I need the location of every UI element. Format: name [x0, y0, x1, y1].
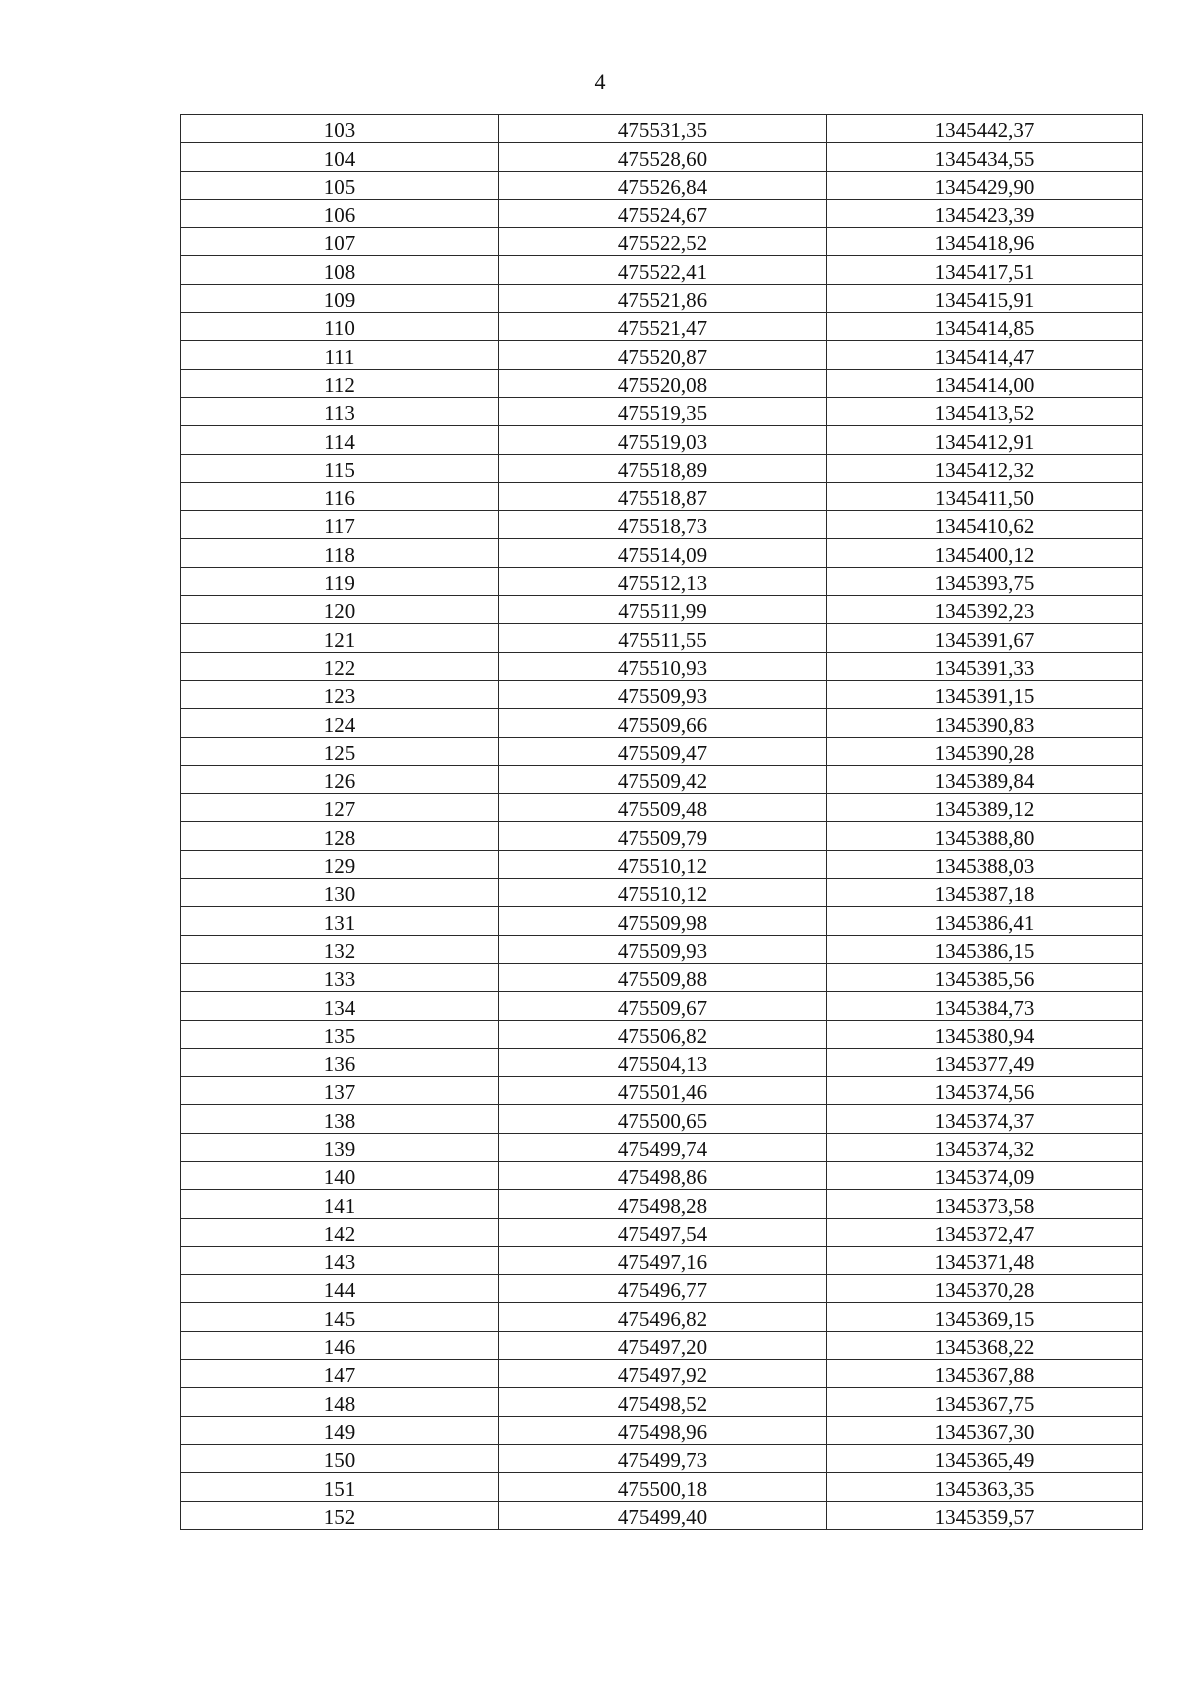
table-row: [181, 907, 1143, 935]
table-row: [181, 426, 1143, 454]
point-number-cell: 123: [181, 680, 499, 708]
point-number-cell: 152: [181, 1501, 499, 1529]
y-coordinate-cell: 1345374,56: [827, 1077, 1143, 1105]
x-coordinate-cell: 475528,60: [499, 143, 827, 171]
point-number-cell: 132: [181, 935, 499, 963]
table-row: [181, 1246, 1143, 1274]
y-coordinate-cell: 1345369,15: [827, 1303, 1143, 1331]
coordinates-table: [180, 114, 1143, 1530]
x-coordinate-cell: 475526,84: [499, 171, 827, 199]
x-coordinate-cell: 475519,03: [499, 426, 827, 454]
y-coordinate-cell: 1345374,32: [827, 1133, 1143, 1161]
x-coordinate-cell: 475504,13: [499, 1048, 827, 1076]
table-row: [181, 1501, 1143, 1529]
table-row: [181, 992, 1143, 1020]
point-number-cell: 135: [181, 1020, 499, 1048]
y-coordinate-cell: 1345400,12: [827, 539, 1143, 567]
point-number-cell: 115: [181, 454, 499, 482]
table-row: [181, 1048, 1143, 1076]
x-coordinate-cell: 475509,66: [499, 709, 827, 737]
point-number-cell: 151: [181, 1473, 499, 1501]
point-number-cell: 122: [181, 652, 499, 680]
table-row: [181, 850, 1143, 878]
table-row: [181, 1077, 1143, 1105]
x-coordinate-cell: 475521,86: [499, 284, 827, 312]
x-coordinate-cell: 475514,09: [499, 539, 827, 567]
y-coordinate-cell: 1345367,30: [827, 1416, 1143, 1444]
y-coordinate-cell: 1345368,22: [827, 1331, 1143, 1359]
x-coordinate-cell: 475509,67: [499, 992, 827, 1020]
point-number-cell: 146: [181, 1331, 499, 1359]
y-coordinate-cell: 1345434,55: [827, 143, 1143, 171]
x-coordinate-cell: 475496,82: [499, 1303, 827, 1331]
table-row: [181, 341, 1143, 369]
x-coordinate-cell: 475497,20: [499, 1331, 827, 1359]
y-coordinate-cell: 1345387,18: [827, 879, 1143, 907]
point-number-cell: 138: [181, 1105, 499, 1133]
x-coordinate-cell: 475509,79: [499, 822, 827, 850]
table-row: [181, 397, 1143, 425]
point-number-cell: 148: [181, 1388, 499, 1416]
y-coordinate-cell: 1345415,91: [827, 284, 1143, 312]
x-coordinate-cell: 475524,67: [499, 199, 827, 227]
table-row: [181, 1161, 1143, 1189]
y-coordinate-cell: 1345389,84: [827, 765, 1143, 793]
table-row: [181, 1444, 1143, 1472]
point-number-cell: 118: [181, 539, 499, 567]
table-row: [181, 624, 1143, 652]
x-coordinate-cell: 475521,47: [499, 313, 827, 341]
table-row: [181, 1303, 1143, 1331]
y-coordinate-cell: 1345365,49: [827, 1444, 1143, 1472]
table-row: [181, 115, 1143, 143]
point-number-cell: 128: [181, 822, 499, 850]
point-number-cell: 140: [181, 1161, 499, 1189]
table-row: [181, 963, 1143, 991]
y-coordinate-cell: 1345386,15: [827, 935, 1143, 963]
point-number-cell: 142: [181, 1218, 499, 1246]
x-coordinate-cell: 475497,16: [499, 1246, 827, 1274]
y-coordinate-cell: 1345386,41: [827, 907, 1143, 935]
y-coordinate-cell: 1345389,12: [827, 794, 1143, 822]
table-row: [181, 652, 1143, 680]
point-number-cell: 149: [181, 1416, 499, 1444]
x-coordinate-cell: 475520,87: [499, 341, 827, 369]
point-number-cell: 139: [181, 1133, 499, 1161]
table-row: [181, 1360, 1143, 1388]
table-row: [181, 228, 1143, 256]
x-coordinate-cell: 475522,52: [499, 228, 827, 256]
y-coordinate-cell: 1345418,96: [827, 228, 1143, 256]
y-coordinate-cell: 1345371,48: [827, 1246, 1143, 1274]
table-row: [181, 1218, 1143, 1246]
table-row: [181, 1020, 1143, 1048]
x-coordinate-cell: 475509,42: [499, 765, 827, 793]
table-row: [181, 454, 1143, 482]
y-coordinate-cell: 1345377,49: [827, 1048, 1143, 1076]
point-number-cell: 126: [181, 765, 499, 793]
x-coordinate-cell: 475510,12: [499, 850, 827, 878]
x-coordinate-cell: 475499,74: [499, 1133, 827, 1161]
x-coordinate-cell: 475519,35: [499, 397, 827, 425]
point-number-cell: 103: [181, 115, 499, 143]
x-coordinate-cell: 475511,55: [499, 624, 827, 652]
x-coordinate-cell: 475510,93: [499, 652, 827, 680]
x-coordinate-cell: 475501,46: [499, 1077, 827, 1105]
table-row: [181, 1133, 1143, 1161]
point-number-cell: 144: [181, 1275, 499, 1303]
y-coordinate-cell: 1345442,37: [827, 115, 1143, 143]
y-coordinate-cell: 1345429,90: [827, 171, 1143, 199]
point-number-cell: 121: [181, 624, 499, 652]
y-coordinate-cell: 1345374,09: [827, 1161, 1143, 1189]
point-number-cell: 129: [181, 850, 499, 878]
y-coordinate-cell: 1345414,47: [827, 341, 1143, 369]
table-row: [181, 879, 1143, 907]
table-row: [181, 709, 1143, 737]
y-coordinate-cell: 1345412,32: [827, 454, 1143, 482]
y-coordinate-cell: 1345391,67: [827, 624, 1143, 652]
y-coordinate-cell: 1345412,91: [827, 426, 1143, 454]
y-coordinate-cell: 1345380,94: [827, 1020, 1143, 1048]
point-number-cell: 137: [181, 1077, 499, 1105]
x-coordinate-cell: 475498,28: [499, 1190, 827, 1218]
table-row: [181, 1275, 1143, 1303]
table-row: [181, 1388, 1143, 1416]
table-row: [181, 539, 1143, 567]
y-coordinate-cell: 1345413,52: [827, 397, 1143, 425]
point-number-cell: 107: [181, 228, 499, 256]
y-coordinate-cell: 1345411,50: [827, 482, 1143, 510]
y-coordinate-cell: 1345372,47: [827, 1218, 1143, 1246]
point-number-cell: 117: [181, 511, 499, 539]
x-coordinate-cell: 475497,92: [499, 1360, 827, 1388]
table-row: [181, 284, 1143, 312]
table-row: [181, 765, 1143, 793]
x-coordinate-cell: 475509,98: [499, 907, 827, 935]
x-coordinate-cell: 475498,96: [499, 1416, 827, 1444]
x-coordinate-cell: 475510,12: [499, 879, 827, 907]
point-number-cell: 120: [181, 596, 499, 624]
point-number-cell: 105: [181, 171, 499, 199]
x-coordinate-cell: 475497,54: [499, 1218, 827, 1246]
y-coordinate-cell: 1345388,03: [827, 850, 1143, 878]
y-coordinate-cell: 1345385,56: [827, 963, 1143, 991]
x-coordinate-cell: 475498,52: [499, 1388, 827, 1416]
x-coordinate-cell: 475509,88: [499, 963, 827, 991]
x-coordinate-cell: 475499,73: [499, 1444, 827, 1472]
y-coordinate-cell: 1345391,15: [827, 680, 1143, 708]
x-coordinate-cell: 475509,47: [499, 737, 827, 765]
y-coordinate-cell: 1345414,00: [827, 369, 1143, 397]
y-coordinate-cell: 1345392,23: [827, 596, 1143, 624]
table-row: [181, 1190, 1143, 1218]
x-coordinate-cell: 475500,65: [499, 1105, 827, 1133]
y-coordinate-cell: 1345388,80: [827, 822, 1143, 850]
point-number-cell: 131: [181, 907, 499, 935]
table-row: [181, 737, 1143, 765]
y-coordinate-cell: 1345391,33: [827, 652, 1143, 680]
point-number-cell: 141: [181, 1190, 499, 1218]
table-row: [181, 369, 1143, 397]
y-coordinate-cell: 1345359,57: [827, 1501, 1143, 1529]
point-number-cell: 147: [181, 1360, 499, 1388]
page-number: 4: [594, 69, 606, 94]
x-coordinate-cell: 475511,99: [499, 596, 827, 624]
x-coordinate-cell: 475531,35: [499, 115, 827, 143]
y-coordinate-cell: 1345374,37: [827, 1105, 1143, 1133]
table-row: [181, 511, 1143, 539]
point-number-cell: 125: [181, 737, 499, 765]
y-coordinate-cell: 1345390,83: [827, 709, 1143, 737]
point-number-cell: 143: [181, 1246, 499, 1274]
y-coordinate-cell: 1345393,75: [827, 567, 1143, 595]
x-coordinate-cell: 475518,87: [499, 482, 827, 510]
table-row: [181, 680, 1143, 708]
table-row: [181, 1331, 1143, 1359]
x-coordinate-cell: 475506,82: [499, 1020, 827, 1048]
y-coordinate-cell: 1345367,88: [827, 1360, 1143, 1388]
x-coordinate-cell: 475509,48: [499, 794, 827, 822]
point-number-cell: 110: [181, 313, 499, 341]
point-number-cell: 127: [181, 794, 499, 822]
point-number-cell: 106: [181, 199, 499, 227]
table-row: [181, 794, 1143, 822]
table-row: [181, 822, 1143, 850]
x-coordinate-cell: 475518,89: [499, 454, 827, 482]
point-number-cell: 114: [181, 426, 499, 454]
x-coordinate-cell: 475520,08: [499, 369, 827, 397]
point-number-cell: 116: [181, 482, 499, 510]
y-coordinate-cell: 1345370,28: [827, 1275, 1143, 1303]
table-row: [181, 1473, 1143, 1501]
table-row: [181, 482, 1143, 510]
y-coordinate-cell: 1345390,28: [827, 737, 1143, 765]
point-number-cell: 104: [181, 143, 499, 171]
y-coordinate-cell: 1345417,51: [827, 256, 1143, 284]
table-row: [181, 256, 1143, 284]
y-coordinate-cell: 1345363,35: [827, 1473, 1143, 1501]
y-coordinate-cell: 1345423,39: [827, 199, 1143, 227]
table-row: [181, 199, 1143, 227]
point-number-cell: 130: [181, 879, 499, 907]
table-row: [181, 171, 1143, 199]
table-row: [181, 935, 1143, 963]
x-coordinate-cell: 475522,41: [499, 256, 827, 284]
point-number-cell: 112: [181, 369, 499, 397]
point-number-cell: 136: [181, 1048, 499, 1076]
point-number-cell: 134: [181, 992, 499, 1020]
x-coordinate-cell: 475496,77: [499, 1275, 827, 1303]
table-row: [181, 313, 1143, 341]
x-coordinate-cell: 475509,93: [499, 680, 827, 708]
table-row: [181, 143, 1143, 171]
x-coordinate-cell: 475509,93: [499, 935, 827, 963]
point-number-cell: 133: [181, 963, 499, 991]
point-number-cell: 111: [181, 341, 499, 369]
x-coordinate-cell: 475512,13: [499, 567, 827, 595]
table-row: [181, 567, 1143, 595]
y-coordinate-cell: 1345384,73: [827, 992, 1143, 1020]
table-row: [181, 596, 1143, 624]
y-coordinate-cell: 1345414,85: [827, 313, 1143, 341]
point-number-cell: 145: [181, 1303, 499, 1331]
point-number-cell: 109: [181, 284, 499, 312]
point-number-cell: 108: [181, 256, 499, 284]
x-coordinate-cell: 475500,18: [499, 1473, 827, 1501]
point-number-cell: 119: [181, 567, 499, 595]
y-coordinate-cell: 1345410,62: [827, 511, 1143, 539]
y-coordinate-cell: 1345367,75: [827, 1388, 1143, 1416]
point-number-cell: 150: [181, 1444, 499, 1472]
y-coordinate-cell: 1345373,58: [827, 1190, 1143, 1218]
point-number-cell: 124: [181, 709, 499, 737]
table-row: [181, 1416, 1143, 1444]
coordinates-table-body: [181, 115, 1143, 1530]
x-coordinate-cell: 475499,40: [499, 1501, 827, 1529]
table-row: [181, 1105, 1143, 1133]
x-coordinate-cell: 475518,73: [499, 511, 827, 539]
x-coordinate-cell: 475498,86: [499, 1161, 827, 1189]
point-number-cell: 113: [181, 397, 499, 425]
